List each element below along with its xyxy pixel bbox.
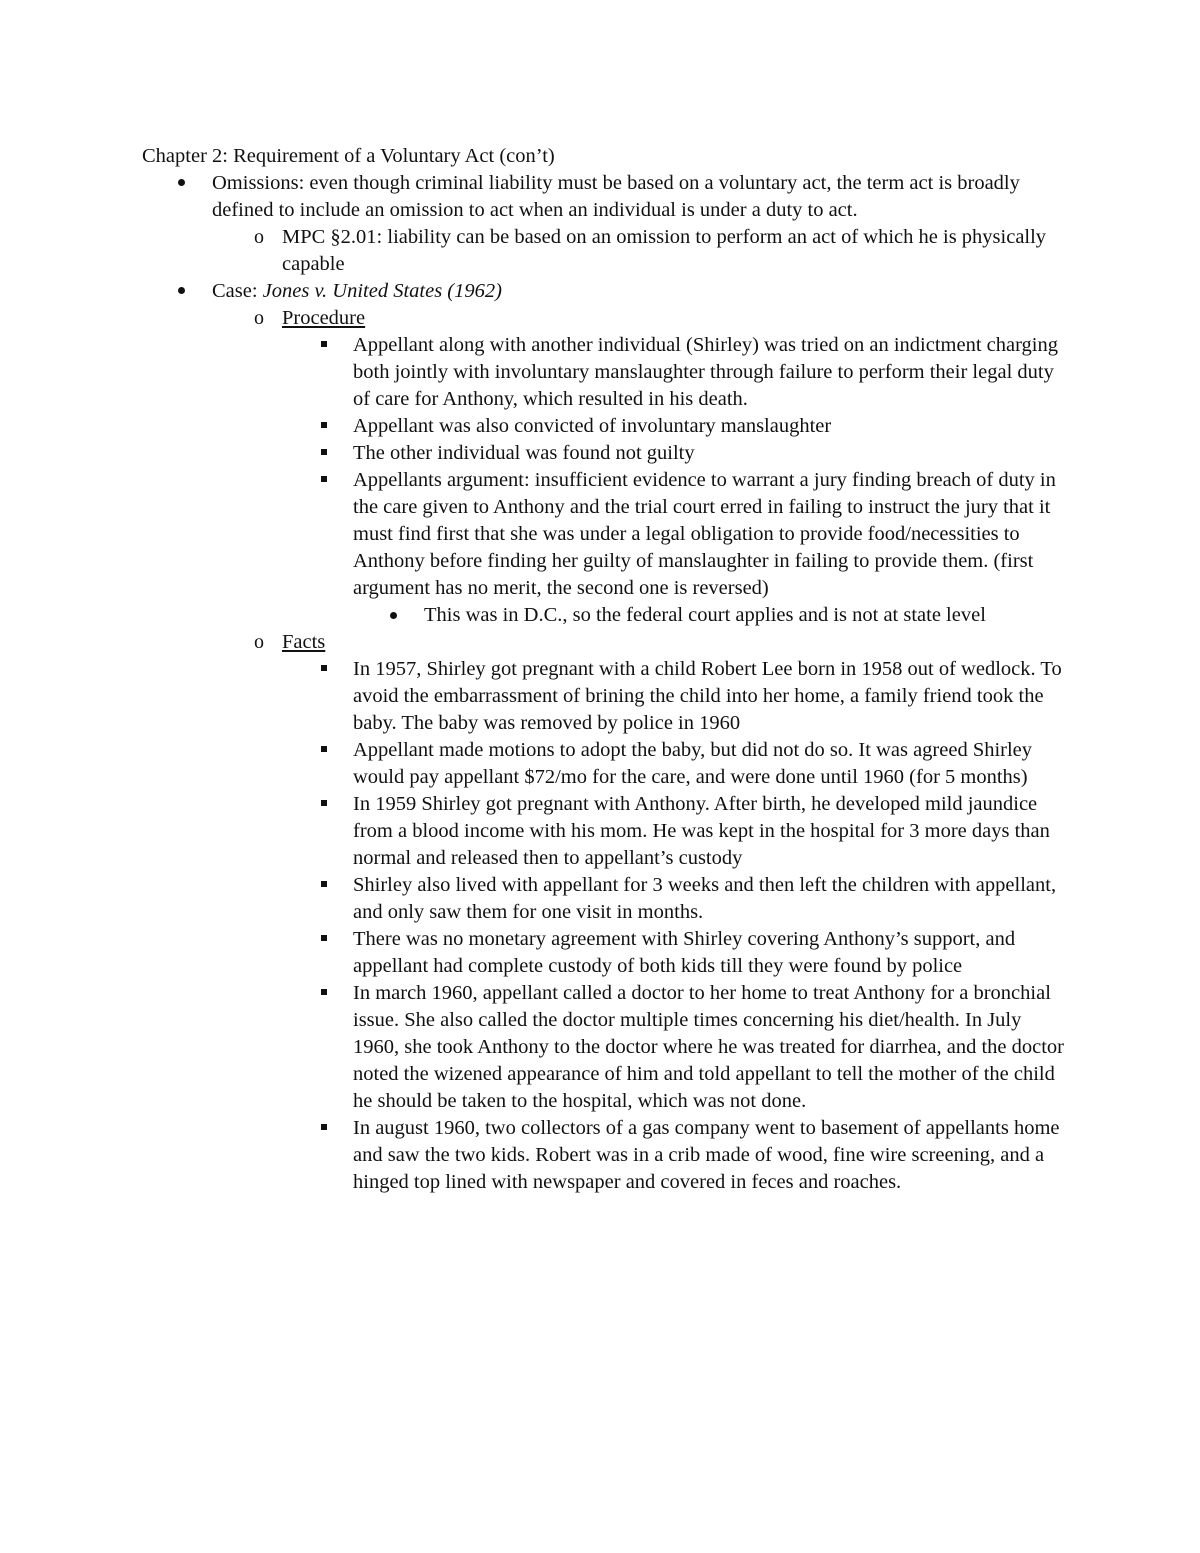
facts-item	[142, 737, 1072, 791]
procedure-subnote-list	[142, 602, 1072, 629]
facts-text: In 1959 Shirley got pregnant with Anthony. After birth, he developed mild jaundice from a blood income with his mom. He was kept in the hospital for 3 more days than normal and released then to appellant’s custody	[353, 793, 1050, 869]
procedure-subnote-text: This was in D.C., so the federal court applies and is not at state level	[424, 604, 986, 626]
bullet-disc-icon	[174, 278, 190, 305]
bullet-square-icon	[318, 440, 332, 467]
bullet-circle-icon: o	[254, 307, 264, 329]
facts-text: Shirley also lived with appellant for 3 weeks and then left the children with appellant, and only saw them for one visit in months.	[353, 874, 1057, 923]
chapter-title: Chapter 2: Requirement of a Voluntary Act (con’t)	[142, 145, 555, 167]
procedure-text: Appellants argument: insufficient evidence to warrant a jury finding breach of duty in the care given to Anthony and the trial court erred in failing to instruct the jury that it must find first that she was under a legal obligation to provide food/necessities to Anthony before finding her guilty of manslaughter in failing to provide them. (first argument has no merit, the second one is reversed)	[353, 469, 1056, 599]
bullet-square-icon	[318, 980, 332, 1007]
list-item-case	[142, 278, 1072, 1196]
omissions-text: Omissions: even though criminal liability must be based on a voluntary act, the term act is broadly defined to include an omission to act when an individual is under a duty to act.	[212, 172, 1020, 221]
procedure-item	[142, 440, 1072, 467]
bullet-square-icon	[318, 332, 332, 359]
bullet-square-icon	[318, 1115, 332, 1142]
top-level-list	[142, 170, 1072, 1196]
facts-text: In august 1960, two collectors of a gas company went to basement of appellants home and saw the two kids. Robert was in a crib made of wood, fine wire screening, and a hinged top lined with newspaper and covered in feces and roaches.	[353, 1117, 1060, 1193]
bullet-square-icon	[318, 791, 332, 818]
bullet-square-icon	[318, 413, 332, 440]
bullet-disc-icon	[174, 170, 190, 197]
procedure-heading: Procedure	[282, 307, 366, 329]
list-item-omissions	[142, 170, 1072, 278]
facts-item	[142, 926, 1072, 980]
list-item-procedure	[142, 305, 1072, 629]
facts-text: There was no monetary agreement with Shirley covering Anthony’s support, and appellant had complete custody of both kids till they were found by police	[353, 928, 1016, 977]
procedure-text: The other individual was found not guilty	[353, 442, 695, 464]
procedure-item	[142, 332, 1072, 413]
procedure-item	[142, 413, 1072, 440]
procedure-subnote	[142, 602, 1072, 629]
bullet-square-icon	[318, 926, 332, 953]
facts-item	[142, 872, 1072, 926]
facts-item	[142, 1115, 1072, 1196]
bullet-circle-icon: o	[254, 631, 264, 653]
facts-list	[142, 656, 1072, 1196]
list-item-mpc	[142, 224, 1072, 278]
list-item-facts	[142, 629, 1072, 1196]
document-body	[142, 143, 1072, 1196]
bullet-square-icon	[318, 872, 332, 899]
facts-text: Appellant made motions to adopt the baby, but did not do so. It was agreed Shirley would pay appellant $72/mo for the care, and were done until 1960 (for 5 months)	[353, 739, 1033, 788]
facts-text: In march 1960, appellant called a doctor to her home to treat Anthony for a bronchial issue. She also called the doctor multiple times concerning his diet/health. In July 1960, she took Anthony to the doctor where he was treated for diarrhea, and the doctor noted the wizened appearance of him and told appellant to tell the mother of the child he should be taken to the hospital, which was not done.	[353, 982, 1065, 1112]
bullet-circle-icon: o	[254, 226, 264, 248]
case-sublist	[142, 305, 1072, 1196]
bullet-square-icon	[318, 656, 332, 683]
bullet-disc-icon	[386, 602, 402, 629]
facts-heading: Facts	[282, 631, 326, 653]
facts-item	[142, 980, 1072, 1115]
facts-item	[142, 791, 1072, 872]
case-heading	[212, 278, 1072, 305]
bullet-square-icon	[318, 737, 332, 764]
facts-text: In 1957, Shirley got pregnant with a child Robert Lee born in 1958 out of wedlock. To avoid the embarrassment of brining the child into her home, a family friend took the baby. The baby was removed by police in 1960	[353, 658, 1062, 734]
procedure-list	[142, 332, 1072, 629]
facts-item	[142, 656, 1072, 737]
mpc-text: MPC §2.01: liability can be based on an omission to perform an act of which he is physically capable	[282, 226, 1047, 275]
case-prefix: Case:	[212, 280, 263, 302]
case-name: Jones v. United States (1962)	[262, 280, 502, 302]
procedure-item	[142, 467, 1072, 629]
procedure-text: Appellant was also convicted of involuntary manslaughter	[353, 415, 832, 437]
procedure-text: Appellant along with another individual (Shirley) was tried on an indictment charging both jointly with involuntary manslaughter through failure to perform their legal duty of care for Anthony, which resulted in his death.	[353, 334, 1058, 410]
bullet-square-icon	[318, 467, 332, 494]
omissions-sublist	[142, 224, 1072, 278]
